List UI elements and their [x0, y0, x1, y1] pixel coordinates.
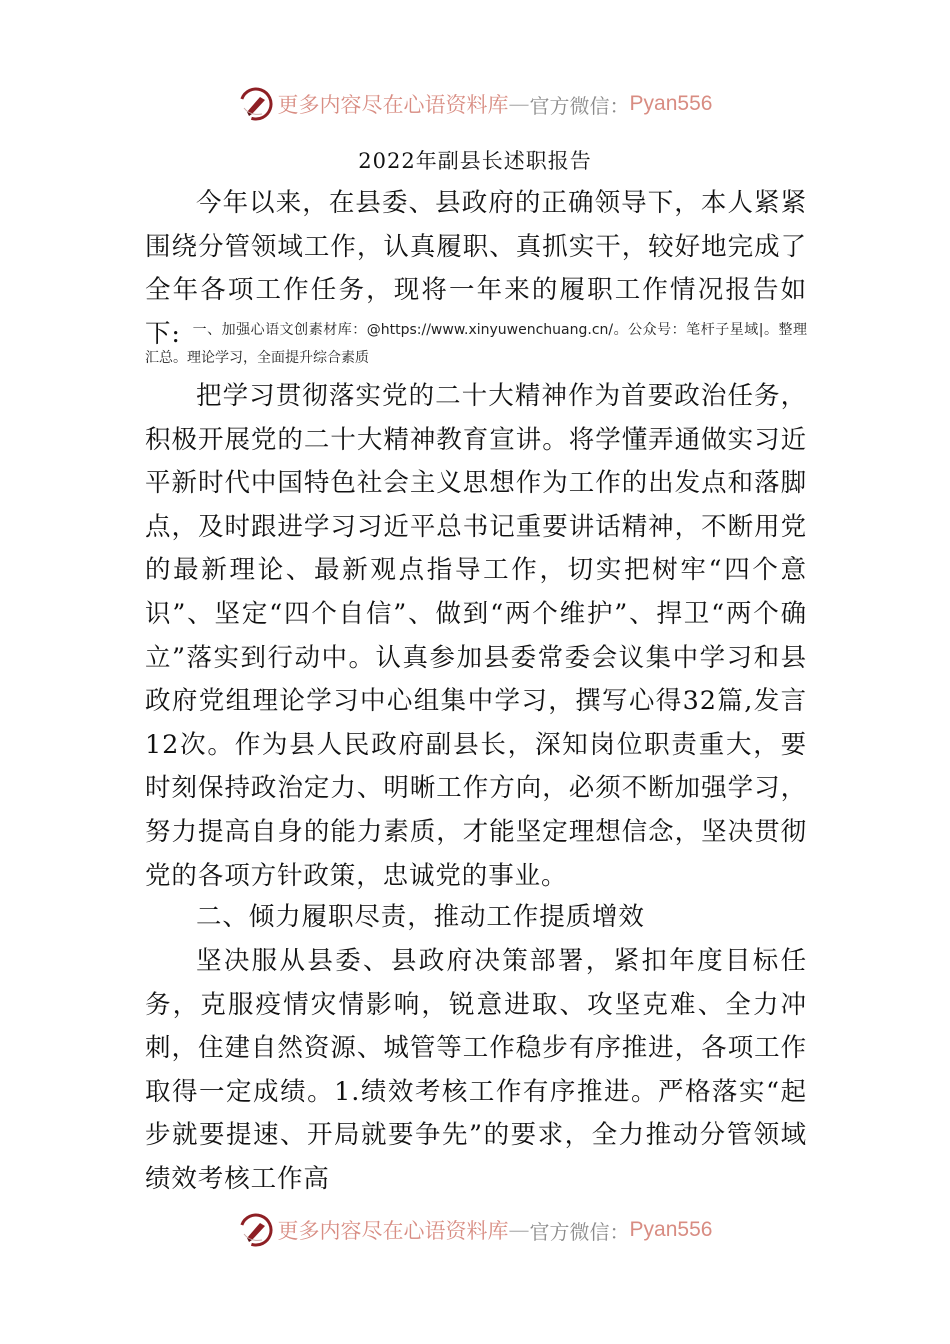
- section1-body: 把学习贯彻落实党的二十大精神作为首要政治任务，积极开展党的二十大精神教育宣讲。将学懂弄通做实习近平新时代中国特色社会主义思想作为工作的出发点和落脚点，及时跟进学习习近平总书记重要讲话精神，不断用党的最新理论、最新观点指导工作，切实把树牢“四个意识”、坚定“四个自信”、做到“两个维护”、捍卫“两个确立”落实到行动中。认真参加县委常委会议集中学习和县政府党组理论学习中心组集中学习，撰写心得32篇,发言12次。作为县人民政府副县长，深知岗位职责重大，要时刻保持政治定力、明晰工作方向，必须不断加强学习，努力提高自身的能力素质，才能坚定理想信念，坚决贯彻党的各项方针政策，忠诚党的事业。: [145, 381, 807, 891]
- section2-body-block: [145, 940, 807, 1202]
- watermark-dash: —: [508, 1218, 530, 1242]
- watermark-wechat-label: 官方微信：: [529, 93, 630, 118]
- paragraph-intro: 今年以来，在县委、县政府的正确领导下，本人紧紧围绕分管领域工作，认真履职、真抓实干，较好地完成了全年各项工作任务，现将一年来的履职工作情况报告如下:: [145, 188, 807, 349]
- section1-heading: 一、加强心语文创素材库：@https://www.xinyuwenchuang.cn/。公众号：笔杆子星域|。整理汇总。理论学习，全面提升综合素质: [145, 322, 807, 366]
- watermark-dash: —: [508, 92, 530, 116]
- section2-body: 坚决服从县委、县政府决策部署，紧扣年度目标任务，克服疫情灾情影响，锐意进取、攻坚克难、全力冲刺，住建自然资源、城管等工作稳步有序推进，各项工作取得一定成绩。1.绩效考核工作有序推进。严格落实“起步就要提速、开局就要争先”的要求，全力推动分管领域绩效考核工作高: [145, 946, 807, 1194]
- section2-heading: 二、倾力履职尽责，推动工作提质增效: [196, 902, 645, 932]
- section1-heading-block: [145, 316, 807, 372]
- watermark-prefix: 更多内容尽在心语资料库: [277, 93, 509, 117]
- watermark-prefix: 更多内容尽在心语资料库: [277, 1219, 509, 1243]
- watermark-wechat-label: 官方微信：: [529, 1219, 630, 1244]
- quill-pen-circle-icon: [238, 86, 274, 122]
- document-title: 2022年副县长述职报告: [358, 149, 592, 173]
- section1-body-block: [145, 375, 807, 898]
- watermark-wechat-id: Pyan556: [629, 1218, 713, 1241]
- watermark-wechat-id: Pyan556: [629, 92, 713, 115]
- quill-pen-circle-icon: [238, 1212, 274, 1248]
- section2-heading-block: [145, 896, 807, 940]
- header-watermark: [0, 84, 950, 124]
- footer-watermark: [0, 1210, 950, 1250]
